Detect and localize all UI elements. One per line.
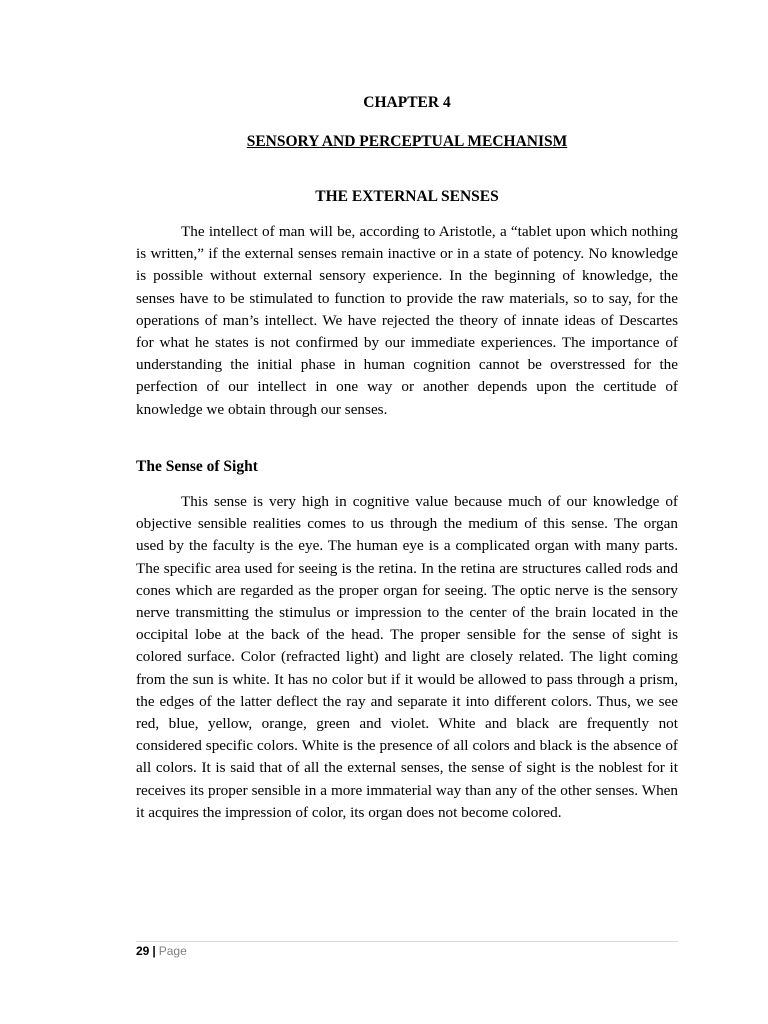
chapter-title: SENSORY AND PERCEPTUAL MECHANISM [246,133,568,150]
footer-separator: | [152,944,156,958]
page-label: Page [158,944,187,958]
page-footer [136,943,187,959]
section-title: THE EXTERNAL SENSES [315,188,499,205]
chapter-number: CHAPTER 4 [363,94,451,111]
body-paragraph-1: The intellect of man will be, according to Aristotle, a “tablet upon which nothing is written,” if the external senses remain inactive or in a state of potency. No knowledge is possible without external sensory experience. In the beginning of knowledge, the senses have to be stimulated to function to provide the raw materials, so to say, for the operations of man’s intellect. We have rejected the theory of innate ideas of Descartes for what he states is not confirmed by our immediate experiences. The importance of understanding the initial phase in human cognition cannot be overstressed for the perfection of our intellect in one way or another depends upon the certitude of knowledge we obtain through our senses. [136,223,678,418]
subsection-title: The Sense of Sight [136,458,258,475]
body-paragraph-2: This sense is very high in cognitive value because much of our knowledge of objective sensible realities comes to us through the medium of this sense. The organ used by the faculty is the eye. The human eye is a complicated organ with many parts. The specific area used for seeing is the retina. In the retina are structures called rods and cones which are regarded as the proper organ for seeing. The optic nerve is the sensory nerve transmitting the stimulus or impression to the center of the brain located in the occipital lobe at the back of the head. The proper sensible for the sense of sight is colored surface. Color (refracted light) and light are closely related. The light coming from the sun is white. It has no color but if it would be allowed to pass through a prism, the edges of the latter deflect the ray and separate it into different colors. Thus, we see red, blue, yellow, orange, green and violet. White and black are frequently not considered specific colors. White is the presence of all colors and black is the absence of all colors. It is said that of all the external senses, the sense of sight is the noblest for it receives its proper sensible in a more immaterial way than any of the other senses. When it acquires the impression of color, its organ does not become colored. [136,493,678,821]
page-number: 29 [136,944,150,958]
footer-divider [136,941,678,942]
